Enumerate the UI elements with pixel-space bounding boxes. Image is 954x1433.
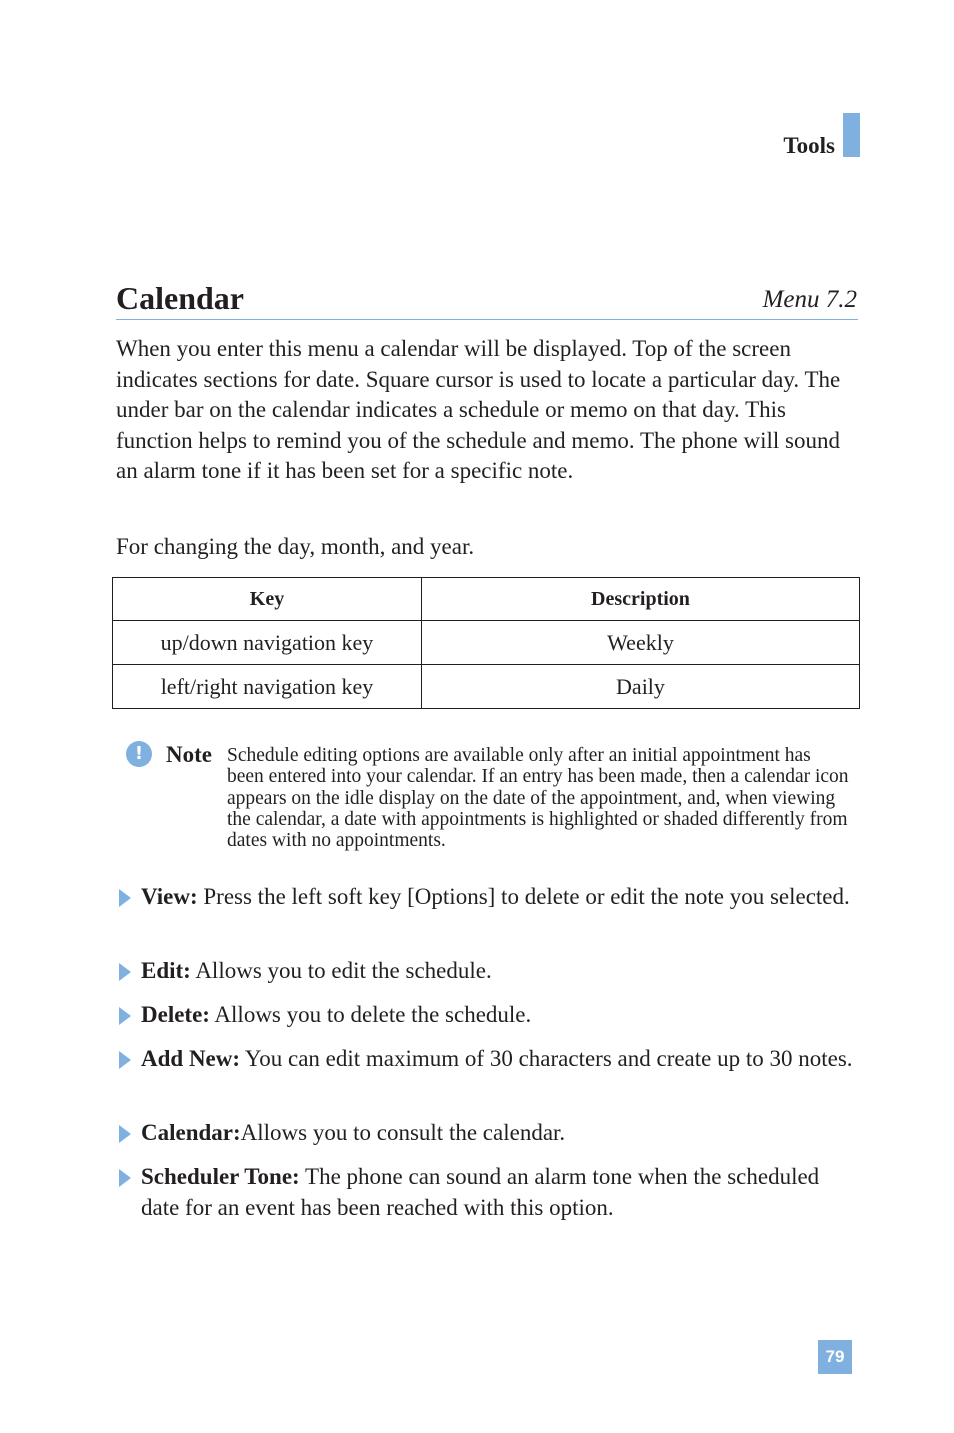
bullet-arrow-icon bbox=[119, 1007, 131, 1025]
list-item-view bbox=[141, 881, 856, 912]
section-label: Tools bbox=[783, 133, 835, 158]
option-text: Press the left soft key [Options] to delete or edit the note you selected. bbox=[197, 884, 850, 909]
key-description-table bbox=[112, 577, 860, 709]
option-text: Allows you to delete the schedule. bbox=[209, 1002, 532, 1027]
option-text: You can edit maximum of 30 characters and create up to 30 notes. bbox=[240, 1046, 853, 1071]
list-item-add-new bbox=[141, 1043, 856, 1074]
table-row bbox=[113, 621, 860, 665]
page-number: 79 bbox=[818, 1340, 852, 1374]
bullet-arrow-icon bbox=[119, 1169, 131, 1187]
bullet-arrow-icon bbox=[119, 889, 131, 907]
table-cell-key: up/down navigation key bbox=[113, 621, 422, 665]
list-item-edit bbox=[141, 955, 856, 986]
option-label: View: bbox=[141, 884, 198, 909]
note-label: Note bbox=[166, 742, 212, 767]
bullet-arrow-icon bbox=[119, 963, 131, 981]
option-label: Calendar: bbox=[141, 1120, 241, 1145]
table-header-row bbox=[113, 578, 860, 621]
title-divider bbox=[116, 319, 858, 320]
intro-paragraph: When you enter this menu a calendar will be displayed. Top of the screen indicates sections for date. Square cursor is used to locate a particular day. The under bar on the calendar indicates a schedule or memo on that day. This function helps to remind you of the schedule and memo. The phone will sound an alarm tone if it has been set for a specific note. bbox=[116, 336, 841, 484]
section-tab-marker bbox=[843, 113, 860, 157]
table-cell-key: left/right navigation key bbox=[113, 665, 422, 709]
list-item-scheduler-tone bbox=[141, 1161, 856, 1223]
bullet-arrow-icon bbox=[119, 1125, 131, 1143]
option-text: Allows you to consult the calendar. bbox=[240, 1120, 566, 1145]
note-text: Schedule editing options are available only after an initial appointment has been entered into your calendar. If an entry has been made, then a calendar icon appears on the idle display on the date of the appointment, and, when viewing the calendar, a date with appointments is highlighted or shaded differently from dates with no appointments. bbox=[227, 745, 849, 852]
option-label: Edit: bbox=[141, 958, 191, 983]
table-row bbox=[113, 665, 860, 709]
list-item-delete bbox=[141, 999, 856, 1030]
column-header-description: Description bbox=[422, 578, 860, 621]
page-title: Calendar bbox=[116, 280, 244, 316]
table-intro: For changing the day, month, and year. bbox=[116, 534, 475, 559]
bullet-arrow-icon bbox=[119, 1051, 131, 1069]
option-label: Add New: bbox=[141, 1046, 241, 1071]
option-label: Scheduler Tone: bbox=[141, 1164, 300, 1189]
menu-reference: Menu 7.2 bbox=[762, 286, 857, 313]
option-text: Allows you to edit the schedule. bbox=[190, 958, 492, 983]
option-label: Delete: bbox=[141, 1002, 210, 1027]
option-text: The phone can sound an alarm tone when the scheduled date for an event has been reached with this option. bbox=[141, 1164, 820, 1220]
table-cell-description: Daily bbox=[422, 665, 860, 709]
table-cell-description: Weekly bbox=[422, 621, 860, 665]
list-item-calendar bbox=[141, 1117, 856, 1148]
exclamation-icon: ! bbox=[126, 741, 152, 767]
column-header-key: Key bbox=[113, 578, 422, 621]
